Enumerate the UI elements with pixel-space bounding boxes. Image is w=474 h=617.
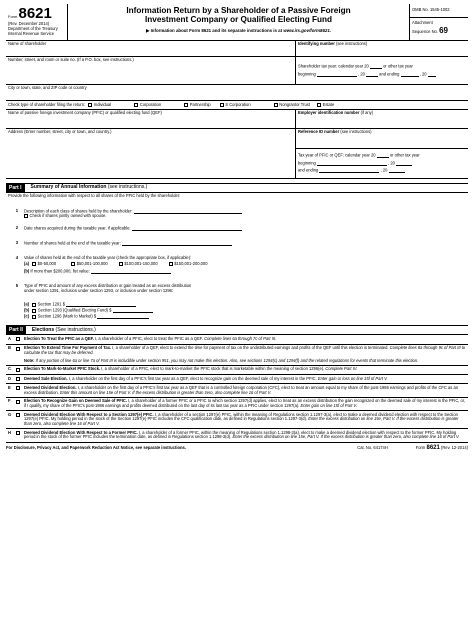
election-g-text: I, a shareholder of a section 1297(e) PFIC, within the meaning of Regulations section 1.1297-3(a), elect to make a deemed dividend election with respect to the Section 1297(e) PFIC. My holding period in the stock of the Section 1297(e) PFIC includes the CFC qualification date, as defined in Regulations section 1.1297-3(d). — [24, 411, 458, 422]
election-a-instruction: Complete lines 6a through 7c of Part III. — [204, 335, 277, 341]
shareholder-ending-input[interactable] — [401, 72, 419, 77]
election-h-letter: H — [8, 429, 11, 435]
elections-list — [6, 335, 468, 442]
election-f-instruction: Enter gain on line 15f of Part V. — [300, 402, 358, 408]
form-rev: (Rev. December 2014) — [8, 21, 50, 27]
value-0-50000-checkbox[interactable] — [32, 262, 36, 266]
election-f-title: Election To Recognize Gain on Deemed Sale of PFIC. — [24, 398, 127, 404]
line-4 — [6, 256, 468, 273]
election-c-checkbox[interactable] — [16, 368, 20, 372]
election-c-instruction: Complete Part IV. — [325, 366, 358, 372]
election-a-title: Election To Treat the PFIC as a QEF. — [24, 335, 94, 341]
pfic-and-ending-label: and ending — [298, 167, 319, 173]
pfic-right-block — [296, 129, 468, 178]
pfic-beginning-year: , 20 — [388, 160, 395, 166]
part1-header — [6, 183, 468, 193]
election-f-checkbox[interactable] — [16, 400, 20, 404]
line-5a-letter: (a) — [24, 301, 30, 307]
election-e — [6, 384, 468, 397]
pfic-ein-note: (if any) — [360, 110, 374, 115]
pfic-calendar-year-input[interactable] — [377, 153, 389, 158]
identifying-number-note: (see instructions) — [335, 41, 368, 46]
election-b-title: Election To Extend Time For Payment of Tax. — [24, 345, 112, 351]
pfic-name-row — [6, 110, 468, 129]
line-1-input[interactable] — [134, 209, 242, 214]
pfic-beginning-year-input[interactable] — [396, 161, 412, 166]
identifying-number-label: Identifying number — [298, 41, 335, 46]
section-1293-input[interactable] — [113, 308, 153, 313]
info-prefix: ▶ Information about Form 8621 and its separate instructions is at — [145, 27, 283, 33]
joint-spouse-checkbox[interactable] — [24, 214, 28, 218]
identifying-number-field[interactable] — [296, 41, 468, 56]
shareholder-calendar-year-input[interactable] — [370, 64, 382, 69]
type-corporation-label: Corporation — [139, 101, 162, 107]
type-individual-checkbox[interactable] — [88, 103, 92, 107]
election-f — [6, 398, 468, 411]
shareholder-type-row — [6, 101, 468, 110]
info-url[interactable]: www.irs.gov/form8621. — [283, 27, 331, 33]
shareholder-and-ending-label: and ending — [379, 71, 400, 77]
form-title-line2: Investment Company or Qualified Electing Fund — [145, 15, 332, 25]
line-5-label-1: Type of PFIC and amount of any excess distribution or gain treated as an excess distribution — [24, 282, 192, 288]
line-4a-letter: (a) — [24, 261, 30, 267]
part2-label: Part II — [6, 326, 26, 334]
shareholder-ending-year-input[interactable] — [428, 72, 436, 77]
form-8621-page — [6, 4, 468, 608]
line-2 — [6, 226, 468, 231]
form-label: Form — [8, 14, 18, 19]
election-g-letter: G — [8, 411, 12, 417]
election-g-title: Deemed Dividend Election With Respect to a Section 1297(e) PFIC. — [24, 411, 154, 417]
type-estate-label: Estate — [322, 101, 335, 107]
shareholder-city-field[interactable] — [6, 85, 468, 100]
value-150001-200000-label: $150,001-200,000 — [174, 261, 208, 267]
election-h-checkbox[interactable] — [16, 431, 20, 435]
attachment-label: Attachment — [412, 20, 433, 25]
election-c-letter: C — [8, 366, 11, 372]
shareholder-type-group — [6, 102, 468, 109]
type-s-corporation-checkbox[interactable] — [220, 103, 224, 107]
form-title-line1: Information Return by a Shareholder of a Passive Foreign — [126, 6, 351, 15]
shareholder-tax-year-block — [296, 57, 468, 84]
part1-title-note: (see instructions.) — [107, 184, 148, 191]
line-1-label: Description of each class of shares held by the shareholder: — [24, 208, 133, 213]
pfic-beginning-label: beginning — [298, 160, 316, 166]
election-e-text: I, a shareholder on the first day of a PFIC's first tax year as a QEF that is a controlled foreign corporation (CFC), elect to treat an amount equal to my share of the post-1986 earnings and profits of the CFC as an excess distribution. — [24, 384, 459, 395]
line-3-label: Number of shares held at the end of the taxable year: — [24, 240, 121, 246]
line-5b-letter: (b) — [24, 307, 30, 313]
pfic-beginning-input[interactable] — [317, 161, 387, 166]
type-nongrantor-trust-checkbox[interactable] — [274, 103, 278, 107]
section-1296-label: Section 1296 (Mark to Market) $ — [37, 313, 97, 319]
value-100001-150000-label: $100,001-150,000 — [124, 261, 158, 267]
pfic-tax-year-block — [296, 149, 468, 174]
election-g-checkbox[interactable] — [16, 413, 20, 417]
line-2-input[interactable] — [132, 226, 242, 231]
value-100001-150000-checkbox[interactable] — [119, 262, 123, 266]
shareholder-beginning-year-input[interactable] — [366, 72, 378, 77]
election-note-title: Note: — [24, 357, 35, 363]
election-h-title: Deemed Dividend Election With Respect to a Former PFIC. — [24, 429, 138, 435]
type-s-corporation-label: S Corporation — [225, 101, 251, 107]
election-d — [6, 375, 468, 384]
line-1-number: 1 — [15, 207, 18, 213]
section-1296-checkbox[interactable] — [32, 315, 36, 319]
election-f-letter: F — [8, 398, 11, 404]
footer-notice: For Disclosure, Privacy Act, and Paperwork Reduction Act Notice, see separate instructions. — [6, 444, 186, 450]
footer-form-id — [416, 445, 468, 452]
pfic-reference-id-label: Reference ID number — [298, 129, 340, 134]
election-h-instruction: Enter the excess distribution on line 15e, Part V. If the excess distribution is greater than zero, also complete line 16 of Part V. — [232, 434, 460, 440]
part2-title — [26, 328, 96, 334]
shareholder-city-label: City or town, state, and ZIP code or country — [8, 85, 87, 90]
shareholder-street-label: Number, street, and room or suite no. (If a P.O. box, see instructions.) — [8, 57, 134, 62]
pfic-reference-id-field[interactable] — [296, 129, 468, 149]
election-e-instruction: Enter this amount on line 15e of Part V. If the excess distribution is greater than zero, also complete line 16 of Part V. — [59, 389, 272, 395]
line-4-label: Value of shares held at the end of the taxable year (check the appropriate box, if applicable): — [24, 255, 192, 261]
pfic-ending-year-input[interactable] — [389, 168, 405, 173]
footer-form-label: Form — [415, 444, 426, 450]
dept-treasury: Department of the Treasury — [8, 25, 58, 31]
election-e-checkbox[interactable] — [16, 386, 20, 390]
shareholder-beginning-year: , 20 — [358, 71, 365, 77]
section-1293-label: Section 1293 (Qualified Electing Fund) $ — [37, 307, 112, 313]
section-1291-checkbox[interactable] — [32, 303, 36, 307]
election-c-text: I, a shareholder of a PFIC, elect to mark-to-market the PFIC stock that is marketable within the meaning of section 1296(e). — [100, 366, 326, 372]
type-individual-label: Individual — [93, 101, 112, 107]
form-info-line — [70, 28, 407, 33]
election-a-text: I, a shareholder of a PFIC, elect to treat the PFIC as a QEF. — [93, 335, 205, 341]
form-title-block — [68, 4, 410, 40]
footer-form-rev: (Rev. 12-2014) — [440, 444, 468, 450]
election-e-title: Deemed Dividend Election. — [24, 384, 77, 390]
pfic-name-field[interactable] — [6, 110, 296, 128]
section-1291-label: Section 1291 $ — [37, 301, 65, 307]
line-4-number: 4 — [15, 255, 18, 261]
election-g — [6, 411, 468, 429]
section-1293-checkbox[interactable] — [32, 309, 36, 313]
line-4b-letter: (b) — [24, 268, 30, 274]
election-g-instruction: Enter the excess distribution on line 15e, Part V. If the excess distribution is greater than zero, also complete line 16 of Part V. — [24, 416, 459, 427]
pfic-ending-input[interactable] — [319, 168, 379, 173]
line-2-number: 2 — [15, 225, 18, 231]
part2-header — [6, 325, 468, 335]
value-150001-200000-checkbox[interactable] — [169, 262, 173, 266]
shareholder-ending-year: , 20 — [419, 71, 427, 77]
part2-title-note: (See instructions.) — [55, 326, 96, 333]
sequence-number: 69 — [439, 25, 448, 35]
shareholder-type-label: Check type of shareholder filing the return: — [8, 101, 86, 107]
election-note — [6, 357, 468, 366]
section-1291-input[interactable] — [66, 302, 136, 307]
footer-form-number: 8621 — [426, 444, 440, 451]
line-3-number: 3 — [15, 240, 18, 246]
form-id-block — [6, 4, 68, 40]
election-a-checkbox[interactable] — [16, 337, 20, 341]
attachment-block — [410, 18, 468, 36]
election-h-text: I, a shareholder of a former PFIC, within the meaning of Regulations section 1.1298-3(a), elect to make a deemed dividend election with respect to the former PFIC. My holding period in the stock of the former PFIC includes the termination date, as defined in Regulations section 1.1298-3(d). — [24, 429, 457, 440]
pfic-address-row — [6, 129, 468, 179]
election-c-title: Election To Mark-to-Market PFIC Stock. — [24, 366, 101, 372]
line-5-label-2: under section 1291, inclusion under section 1293, or inclusion under section 1296: — [24, 287, 174, 293]
election-e-letter: E — [8, 384, 11, 390]
footer-cat-number: Cat. No. 64174H — [357, 444, 388, 450]
type-partnership-checkbox[interactable] — [184, 103, 188, 107]
line-4b-label: If more than $200,000, list value: — [30, 268, 90, 274]
shareholder-city-row — [6, 85, 468, 101]
section-1296-input[interactable] — [97, 314, 149, 319]
part1-title — [25, 185, 148, 191]
election-d-letter: D — [8, 375, 11, 381]
line-2-label: Date shares acquired during the taxable year, if applicable: — [24, 225, 131, 231]
part1-title-text: Summary of Annual Information — [30, 184, 107, 191]
election-note-instruction: If any portion of line 6a or line 7a of Part III is includible under section 951, you may not make this election. Also, see sections 1294(c) and 1294(f) and the related regulations for events that terminate this election. — [35, 357, 419, 363]
election-d-checkbox[interactable] — [16, 377, 20, 381]
shareholder-name-row — [6, 41, 468, 57]
shareholder-address-row — [6, 57, 468, 85]
type-partnership-label: Partnership — [189, 101, 211, 107]
pfic-address-label: Address (Enter number, street, city or town, and country.) — [8, 129, 112, 134]
line-5c-letter: (c) — [24, 313, 30, 319]
sequence-label: Sequence No. — [412, 28, 438, 34]
election-b — [6, 345, 468, 357]
election-c — [6, 366, 468, 375]
omb-block — [410, 4, 468, 40]
election-b-instruction: Complete lines 8a through 9c of Part III to calculate the tax that may be deferred. — [24, 345, 466, 355]
shareholder-tax-year-label: Shareholder tax year: calendar year 20 — [298, 63, 369, 69]
type-nongrantor-trust-label: Nongrantor Trust — [279, 101, 310, 107]
pfic-ein-label: Employer identification number — [298, 110, 360, 115]
line-5-number: 5 — [15, 282, 18, 288]
line-1 — [6, 209, 468, 219]
pfic-other-tax-year: or other tax year — [389, 152, 420, 158]
shareholder-beginning-label: beginning — [298, 71, 316, 77]
shareholder-street-field[interactable] — [6, 57, 296, 84]
type-estate-checkbox[interactable] — [317, 103, 321, 107]
value-50001-100000-checkbox[interactable] — [71, 262, 75, 266]
election-d-title: Deemed Sale Election. — [24, 375, 68, 381]
pfic-ending-year: , 20 — [380, 167, 388, 173]
election-d-text: I, a shareholder on the first day of a PFIC's first tax year as a QEF, elect to recognize gain on the deemed sale of my interest in the PFIC. — [67, 375, 318, 381]
election-h — [6, 429, 468, 442]
part1-label: Part I — [6, 184, 25, 192]
shareholder-name-label: Name of shareholder — [8, 41, 47, 46]
line-5 — [6, 284, 468, 319]
line-4b-input[interactable] — [91, 269, 171, 274]
form-footer — [6, 445, 468, 452]
election-b-letter: B — [8, 345, 11, 351]
election-d-instruction: Enter gain or loss on line 15f of Part V. — [317, 375, 388, 381]
line-3-input[interactable] — [122, 241, 232, 246]
form-header — [6, 4, 468, 41]
line-3 — [6, 241, 468, 246]
type-corporation-checkbox[interactable] — [134, 103, 138, 107]
shareholder-beginning-input[interactable] — [317, 72, 357, 77]
joint-spouse-label: Check if shares jointly owned with spouse. — [29, 212, 107, 218]
part1-intro: Provide the following information with respect to all shares of the PFIC held by the shareholder: — [8, 193, 181, 198]
value-50001-100000-label: $50,001-100,000 — [76, 261, 108, 267]
election-a — [6, 335, 468, 344]
omb-number: OMB No. 1545-1002 — [410, 4, 468, 18]
shareholder-name-field[interactable] — [6, 41, 296, 56]
election-a-letter: A — [8, 335, 11, 341]
value-0-50000-label: $0-50,000 — [37, 261, 57, 267]
part2-title-text: Elections — [31, 326, 55, 333]
dept-irs: Internal Revenue Service — [8, 30, 54, 36]
election-f-text: I, a shareholder of a former PFIC or a PFIC to which section 1297(d) applies, elect to treat as an excess distribution the gain recognized on the deemed sale of my interest in the PFIC, or, if I qualify, my share of the PFIC's post-1986 earnings and profits deemed distributed on the last day of its last tax year as a PFIC under section 1297(a). — [24, 398, 466, 408]
pfic-reference-id-note: (see instructions) — [340, 129, 372, 134]
pfic-tax-year-label: Tax year of PFIC or QEF: calendar year 20 — [298, 152, 376, 158]
pfic-name-label: Name of passive foreign investment company (PFIC) or qualified electing fund (QEF) — [8, 110, 162, 115]
form-number: 8621 — [18, 5, 52, 22]
election-b-text: I, a shareholder of a QEF, elect to extend the time for payment of tax on the undistributed earnings and profits of the QEF until this election is terminated. — [111, 345, 390, 351]
shareholder-other-tax-year: or other tax year — [383, 63, 413, 69]
election-b-checkbox[interactable] — [16, 347, 20, 351]
pfic-ein-field[interactable] — [296, 110, 468, 128]
pfic-address-field[interactable] — [6, 129, 296, 178]
